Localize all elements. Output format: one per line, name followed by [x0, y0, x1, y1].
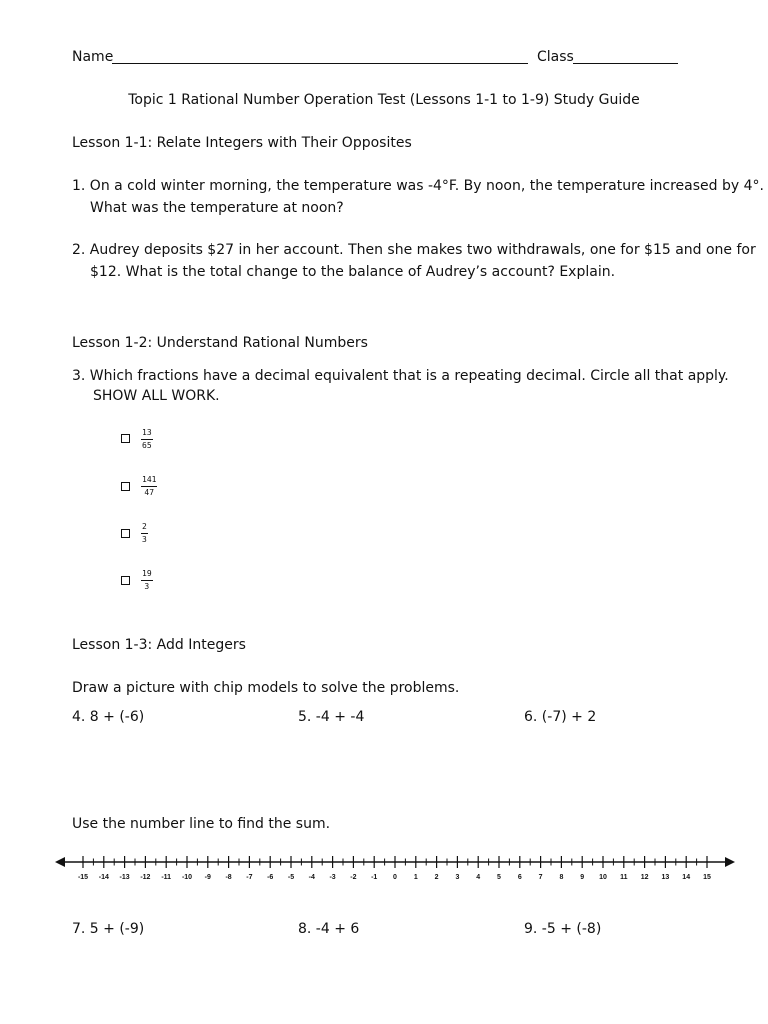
number-line-instruction: Use the number line to find the sum.	[72, 816, 331, 832]
fraction-option	[141, 428, 153, 451]
number-line-tick-label: 15	[703, 874, 711, 881]
class-label: Class	[537, 49, 574, 65]
fraction-numerator: 141	[141, 475, 157, 487]
fraction-denominator: 47	[144, 488, 155, 497]
question-2-text-cont: $12. What is the total change to the balance of Audrey’s account? Explain.	[90, 264, 616, 280]
number-line-tick-label: -9	[204, 874, 211, 881]
number-line-tick-label: -7	[246, 874, 253, 881]
number-line-tick-label: -8	[225, 874, 232, 881]
left-arrow-icon	[55, 857, 65, 867]
fraction-numerator: 13	[141, 428, 153, 440]
fraction-denominator: 65	[142, 441, 152, 450]
number-line	[55, 848, 740, 886]
number-line-tick-label: -13	[119, 874, 130, 881]
fraction-option	[141, 569, 153, 592]
number-line-tick-label: -6	[267, 874, 274, 881]
number-line-tick-label: 11	[620, 874, 628, 881]
class-blank[interactable]	[573, 49, 678, 64]
number-line-tick-label: 1	[413, 874, 418, 881]
number-line-tick-label: -12	[140, 874, 151, 881]
number-line-tick-label: 6	[517, 874, 522, 881]
question-8-text: 8. -4 + 6	[298, 921, 360, 937]
question-3-text: 3. Which fractions have a decimal equivalent that is a repeating decimal. Circle all that apply.	[72, 368, 729, 384]
number-line-tick-label: 10	[599, 874, 607, 881]
number-line-tick-label: -15	[77, 874, 89, 881]
number-line-tick-label: 7	[538, 874, 543, 881]
number-line-tick-label: -5	[287, 874, 295, 881]
number-line-tick-label: 8	[559, 874, 564, 881]
number-line-tick-label: -3	[329, 874, 336, 881]
question-9-text: 9. -5 + (-8)	[524, 921, 602, 937]
option-checkbox[interactable]	[121, 576, 130, 585]
number-line-tick-label: 3	[455, 874, 460, 881]
number-line-tick-label: -1	[371, 874, 378, 881]
name-blank[interactable]	[112, 49, 528, 64]
name-label: Name	[72, 49, 114, 65]
lesson-1-2-heading: Lesson 1-2: Understand Rational Numbers	[72, 335, 368, 351]
question-6-text: 6. (-7) + 2	[524, 709, 597, 725]
page-title: Topic 1 Rational Number Operation Test (Lessons 1-1 to 1-9) Study Guide	[128, 92, 640, 108]
number-line-tick-label: -14	[98, 874, 109, 881]
option-checkbox[interactable]	[121, 434, 130, 443]
fraction-numerator: 2	[141, 522, 148, 534]
number-line-tick-label: 13	[661, 874, 670, 881]
number-line-tick-label: 2	[434, 874, 439, 881]
question-1-text-cont: What was the temperature at noon?	[90, 200, 344, 216]
question-4-text: 4. 8 + (-6)	[72, 709, 145, 725]
question-5-text: 5. -4 + -4	[298, 709, 365, 725]
number-line-tick-label: -4	[308, 874, 315, 881]
lesson-1-3-heading: Lesson 1-3: Add Integers	[72, 637, 246, 653]
number-line-tick-label: 5	[497, 874, 501, 881]
number-line-tick-label: -10	[181, 874, 193, 881]
fraction-denominator: 3	[142, 535, 147, 544]
option-checkbox[interactable]	[121, 482, 130, 491]
number-line-tick-label: 0	[393, 874, 397, 881]
fraction-option	[141, 522, 148, 545]
number-line-tick-label: 12	[640, 874, 649, 881]
question-1-text: 1. On a cold winter morning, the temperature was -4°F. By noon, the temperature increased by 4°.	[72, 178, 764, 194]
right-arrow-icon	[725, 857, 735, 867]
number-line-tick-label: 9	[580, 874, 585, 881]
question-2-text: 2. Audrey deposits $27 in her account. Then she makes two withdrawals, one for $15 and one for	[72, 242, 756, 258]
question-3-text-cont: SHOW ALL WORK.	[93, 388, 220, 404]
question-7-text: 7. 5 + (-9)	[72, 921, 145, 937]
number-line-tick-label: 4	[476, 874, 481, 881]
lesson-1-1-heading: Lesson 1-1: Relate Integers with Their Opposites	[72, 135, 412, 151]
number-line-tick-label: -2	[350, 874, 357, 881]
fraction-numerator: 19	[141, 569, 153, 581]
number-line-tick-label: -11	[161, 874, 172, 881]
chip-model-instruction: Draw a picture with chip models to solve the problems.	[72, 680, 460, 696]
option-checkbox[interactable]	[121, 529, 130, 538]
number-line-tick-label: 14	[682, 874, 691, 881]
fraction-denominator: 3	[144, 582, 150, 591]
fraction-option	[141, 475, 157, 498]
